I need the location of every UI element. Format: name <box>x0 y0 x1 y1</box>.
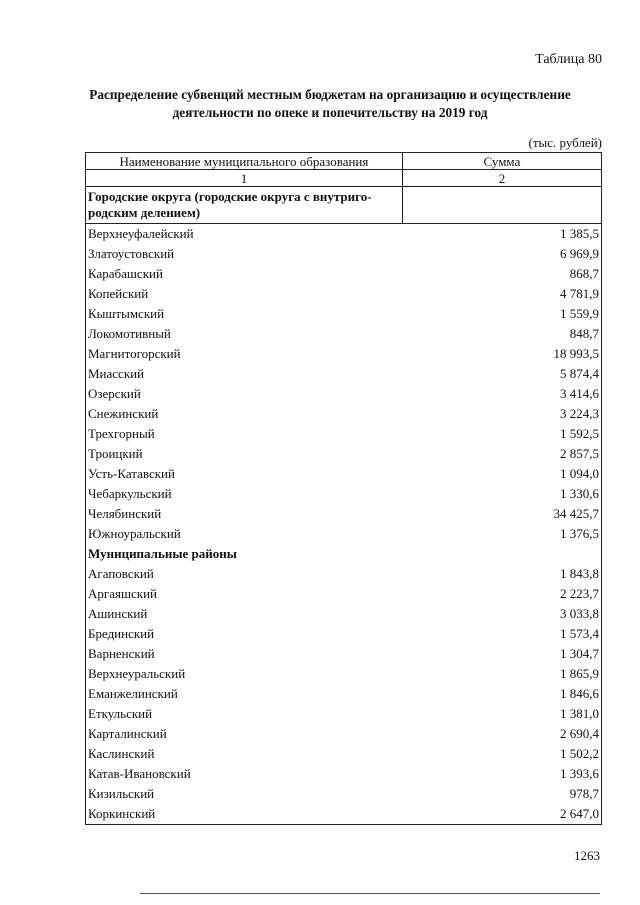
table-row <box>86 324 602 344</box>
table-row <box>86 644 602 664</box>
amount-value: 1 393,6 <box>402 764 601 784</box>
municipality-name: Южноуральский <box>86 524 403 544</box>
table-row <box>86 444 602 464</box>
municipality-name: Усть-Катавский <box>86 464 403 484</box>
amount-value: 1 502,2 <box>402 744 601 764</box>
table-row <box>86 364 602 384</box>
table-row <box>86 764 602 784</box>
municipality-name: Верхнеуфалейский <box>86 224 403 245</box>
table-row <box>86 284 602 304</box>
municipality-name: Варненский <box>86 644 403 664</box>
section-title-municipal-districts: Муниципальные районы <box>86 544 403 564</box>
table-row <box>86 564 602 584</box>
table-row <box>86 244 602 264</box>
amount-value: 1 094,0 <box>402 464 601 484</box>
amount-value: 2 690,4 <box>402 724 601 744</box>
table-row <box>86 344 602 364</box>
section-title-line-1: Городские округа (городские округа с внутриго- <box>88 189 372 204</box>
municipality-name: Кизильский <box>86 784 403 804</box>
municipality-name: Локомотивный <box>86 324 403 344</box>
amount-value: 6 969,9 <box>402 244 601 264</box>
municipality-name: Троицкий <box>86 444 403 464</box>
amount-value: 1 304,7 <box>402 644 601 664</box>
amount-value: 1 592,5 <box>402 424 601 444</box>
amount-value: 1 846,6 <box>402 684 601 704</box>
column-header-sum: Сумма <box>402 153 601 170</box>
municipality-name: Еманжелинский <box>86 684 403 704</box>
table-row <box>86 524 602 544</box>
title-line-1: Распределение субвенций местным бюджетам на организацию и осуществление <box>89 87 571 102</box>
amount-value: 978,7 <box>402 784 601 804</box>
table-row <box>86 384 602 404</box>
section-empty-cell <box>402 187 601 224</box>
amount-value: 1 381,0 <box>402 704 601 724</box>
table-row <box>86 264 602 284</box>
table-row <box>86 704 602 724</box>
municipality-name: Карабашский <box>86 264 403 284</box>
municipality-name: Копейский <box>86 284 403 304</box>
municipality-name: Озерский <box>86 384 403 404</box>
municipality-name: Катав-Ивановский <box>86 764 403 784</box>
section-header-urban-districts <box>86 187 602 224</box>
table-row <box>86 464 602 484</box>
column-number-2: 2 <box>402 170 601 187</box>
table-row <box>86 664 602 684</box>
municipality-name: Карталинский <box>86 724 403 744</box>
table-row <box>86 604 602 624</box>
amount-value: 1 559,9 <box>402 304 601 324</box>
section-title-line-2: родским делением) <box>88 205 201 220</box>
title-line-2: деятельности по опеке и попечительству на 2019 год <box>172 105 488 120</box>
municipality-name: Кыштымский <box>86 304 403 324</box>
amount-value: 3 224,3 <box>402 404 601 424</box>
section-header-municipal-districts <box>86 544 602 564</box>
amount-value: 4 781,9 <box>402 284 601 304</box>
municipality-name: Челябинский <box>86 504 403 524</box>
table-row <box>86 224 602 245</box>
table-row <box>86 804 602 825</box>
column-number-row <box>86 170 602 187</box>
municipality-name: Еткульский <box>86 704 403 724</box>
amount-value: 2 223,7 <box>402 584 601 604</box>
table-row <box>86 304 602 324</box>
amount-value: 3 414,6 <box>402 384 601 404</box>
amount-value: 3 033,8 <box>402 604 601 624</box>
amount-value: 1 843,8 <box>402 564 601 584</box>
amount-value: 1 865,9 <box>402 664 601 684</box>
amount-value: 34 425,7 <box>402 504 601 524</box>
municipality-name: Чебаркульский <box>86 484 403 504</box>
amount-value: 1 330,6 <box>402 484 601 504</box>
table-row <box>86 484 602 504</box>
table-row <box>86 724 602 744</box>
table-number-label: Таблица 80 <box>535 52 602 67</box>
municipality-name: Верхнеуральский <box>86 664 403 684</box>
table-row <box>86 404 602 424</box>
table-row <box>86 584 602 604</box>
document-title <box>60 86 600 122</box>
table-row <box>86 784 602 804</box>
municipality-name: Трехгорный <box>86 424 403 444</box>
amount-value: 2 647,0 <box>402 804 601 825</box>
municipality-name: Златоустовский <box>86 244 403 264</box>
table-row <box>86 684 602 704</box>
amount-value: 1 376,5 <box>402 524 601 544</box>
table-row <box>86 744 602 764</box>
municipality-name: Аргаяшский <box>86 584 403 604</box>
amount-value: 868,7 <box>402 264 601 284</box>
table-row <box>86 504 602 524</box>
municipality-name: Каслинский <box>86 744 403 764</box>
section-empty-cell <box>402 544 601 564</box>
column-number-1: 1 <box>86 170 403 187</box>
subsidy-table <box>85 152 602 825</box>
table-header-row <box>86 153 602 170</box>
footer-rule <box>140 893 600 894</box>
section-title-urban-districts <box>86 187 403 224</box>
amount-value: 18 993,5 <box>402 344 601 364</box>
amount-value: 1 573,4 <box>402 624 601 644</box>
municipality-name: Брединский <box>86 624 403 644</box>
municipality-name: Агаповский <box>86 564 403 584</box>
municipality-name: Коркинский <box>86 804 403 825</box>
municipality-name: Магнитогорский <box>86 344 403 364</box>
column-header-name: Наименование муниципального образования <box>86 153 403 170</box>
page-number: 1263 <box>574 848 600 863</box>
table-row <box>86 624 602 644</box>
municipality-name: Миасский <box>86 364 403 384</box>
amount-value: 5 874,4 <box>402 364 601 384</box>
municipality-name: Снежинский <box>86 404 403 424</box>
amount-value: 2 857,5 <box>402 444 601 464</box>
table-row <box>86 424 602 444</box>
municipality-name: Ашинский <box>86 604 403 624</box>
units-note: (тыс. рублей) <box>528 135 602 150</box>
amount-value: 1 385,5 <box>402 224 601 245</box>
amount-value: 848,7 <box>402 324 601 344</box>
